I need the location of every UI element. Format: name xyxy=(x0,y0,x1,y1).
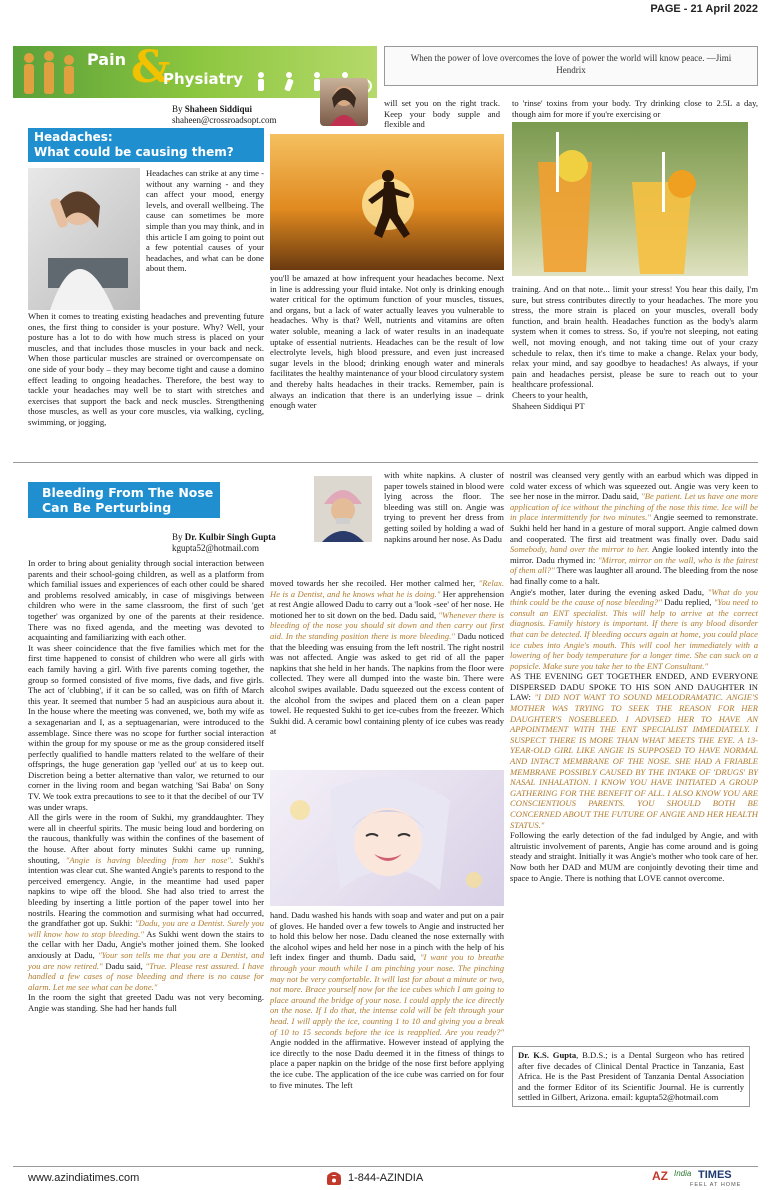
footer-divider xyxy=(13,1166,758,1167)
runner-sunset-photo xyxy=(270,134,504,270)
article1-byline: By Shaheen Siddiqui shaheen@crossroadsopt.com xyxy=(172,104,277,125)
page-date-label: PAGE - 21 April 2022 xyxy=(650,3,758,15)
banner-ampersand: & xyxy=(131,42,171,93)
article2-col2-top: with white napkins. A cluster of paper towels stained in blood were lying across the floor. The bleeding was still on. Angie was trying to prevent her dress from getting soiled by holding a wad of napkins around her nose. As Dadu xyxy=(384,470,504,544)
author-photo-gupta xyxy=(314,476,372,542)
article2-col2-mid: moved towards her she recoiled. Her mother calmed her, "Relax. He is a Dentist, and he knows what he is doing." Her apprehension at rest Angie allowed Dadu to carry out a 'look -see' of her nose. He motioned her to sit down on the bed. Dadu said, "Whenever there is bleeding of the nose you should sit down and then carry out first aid. In the standing position there is more bleeding." Dadu noticed that the bleeding was ensuing from the left nostril. The right nostril was not affected. Angie was asked to get rid of all the paper napkins that she held in her hands. The napkins from the floor were collected. They were all dumped into the waste bin. There were alcohol swipes available. Dadu squeezed out the excess content of the alcohol from the swipes and placed them on a clean paper towel. He requested Sukhi to get ice-cubes from the freezer. Which Sukhi did. A ceramic bowl containing plenty of ice cubes was ready at xyxy=(270,578,504,737)
phone-icon xyxy=(326,1170,342,1186)
people-silhouette-icon xyxy=(19,50,79,96)
article2-col2-bottom: hand. Dadu washed his hands with soap and water and put on a pair of gloves. He handed over a few towels to Angie and instructed her to hold this below her nose. Dadu cleaned the nose externally with the alcohol wipes and held her nose in a pinch with the help of his left index finger and thumb. Dadu said, "I want you to breathe through your mouth while I am pinching your nose. The pinching may not be very comfortable. It will last for about a minute or two, not more. Brace yourself now for the ice cubes which I am going to place around the bridge of your nose. I could apply the ice directly on the nose. If I do that, the intense cold will be felt through your head. I will apply the ice, counting 1 to 10 and giving you a break of 10 to 15 seconds before the ice is reapplied. Are you ready?" Angie nodded in the affirmative. However instead of applying the ice directly to the nose Dadu deemed it in the fitness of things to place a paper napkin on the bridge of the nose first before applying the ice cube. The application of the ice cube was carried on for four to five minutes. The left xyxy=(270,910,504,1090)
author-photo-shaheen xyxy=(320,78,368,126)
article1-title: Headaches: What could be causing them? xyxy=(28,128,264,162)
article1-col2-body: you'll be amazed at how infrequent your headaches become. Next in line is addressing your fluid intake. Not only is drinking enough water critical for the optimum function of your muscles, tissues, and organs, but a lack of water actually leaves you vulnerable to headaches. Why is that? Well, nutrients and vitamins are often water soluble, meaning a lack of water results in an inadequate uptake of essential nutrients. Headaches can be the result of low electrolyte levels, high blood pressure, and even just increased sugar levels in the blood; drinking enough water and minerals facilitates the healthy maintenance of your blood circulatory system and thereby halts headaches in their tracks. Remember, pain is always an indication that there is an underlying issue – drink enough water xyxy=(270,273,504,411)
footer-logo-india: India xyxy=(674,1169,692,1178)
footer-logo-times: TIMES xyxy=(698,1169,732,1181)
footer-phone: 1-844-AZINDIA xyxy=(348,1172,424,1184)
footer-logo-az: AZ xyxy=(652,1169,668,1183)
headache-woman-photo xyxy=(28,168,140,310)
article1-col3-top: to 'rinse' toxins from your body. Try drinking close to 2.5L a day, though aim for more if you're exercising or xyxy=(512,98,758,119)
article1-col3-body: training. And on that note... limit your stress! You hear this daily, I'm sure, but stress contributes directly to your headaches. The more you stress, the more strain is placed on your muscles, overall body function, and brain health. Headaches function as the body's alarm system when it comes to stress. So, if you're not sleeping, not eating well, not moving enough, and not taking time out of your crazy schedule to relax, then it's time to make a change. Relax your body, relax your mind, and say goodbye to headaches! As always, if your pain and headaches persist, please be sure to reach out to your healthcare professional. Cheers to your health, Shaheen Siddiqui PT xyxy=(512,284,758,411)
page-footer xyxy=(0,1168,770,1190)
footer-website-link[interactable]: www.azindiatimes.com xyxy=(28,1172,140,1184)
article1-col2-top: will set you on the right track. Keep your body supple and flexible and xyxy=(384,98,500,130)
article2-byline: By Dr. Kulbir Singh Gupta kgupta52@hotmail.com xyxy=(172,532,276,553)
drinks-photo xyxy=(512,122,748,276)
article2-col3: nostril was cleansed very gently with an earbud which was dipped in cold water excess of which was squeezed out. Angie was very keen to see her nose in the mirror. Dadu said, "Be patient. Let us have one more application of ice without the pinching of the nose this time. Ice will be in place intermittently for two minutes." Angie seemed to remonstrate. Sukhi held her hand in a gesture of moral support. Angie calmed down and cooperated. The first aid treatment was finally over. Dadu said Somebody, hand over the mirror to her. Angie looked intently into the mirror. Dadu rhymed in: "Mirror, mirror on the wall, who is the fairest of them all?" There was laughter all around. The bleeding from the nose had finally come to a halt. Angie's mother, later during the evening asked Dadu, "What do you think could be the cause of nose bleeding?" Dadu replied, "You need to consult an ENT specialist. This will help to arrive at the correct diagnosis. Family history is important. If there is any blood disorder that can be detected. If bleeding occurs again at home, you could place ice cubes into Angie's mouth. This will cool her immediately with a lowering of her body temperature for a longer time. She can suck on a popsicle. Make sure you take her to the ENT Consultant." AS THE EVENING GET TOGETHER ENDED, AND EVERYONE DISPERSED DADU SPOKE TO HIS SON AND DAUGHTER IN LAW: "I DID NOT WANT TO SOUND MELODRAMATIC. ANGIE'S MOTHER WAS TRYING TO SEEK THE REASON FOR HER DAUGHTER'S NOSEBLEED. I ADVISED HER TO HAVE AN APPOINTMENT WITH THE ENT SPECIALIST IMMEDIATELY. I SUSPECT THERE IS MORE THAN WHAT MEETS THE EYE. A 13-YEAR-OLD GIRL LIKE ANGIE IS SUPPOSED TO HAVE NORMAL AND INTACT MEMBRANE OF THE NOSE. SHE HAD A FRIABLE MEMBRANE POSSIBLY CAUSED BY THE INTAKE OF 'DRUGS' BY NASAL INHALATION. I KNOW YOU HAVE INITIATED A GROUP GATHERING FOR THE BENEFIT OF ALL. I ALSO KNOW YOU ARE CONSCIENTIOUS PARENTS. YOU SHOULD BOTH BE CONCERNED ABOUT THE FUTURE OF ANGIE AND HER HEALTH STATUS." Following the early detection of the fad indulged by Angie, and with altruistic involvement of parents, Angie has come around and is going steady and straight. Initially it was Angie's mother who took care of her. Now both her DAD and MUM are conjointly devoting their time and space to Angie. There is nothing that LOVE cannot overcome. xyxy=(510,470,758,883)
article2-title: Bleeding From The Nose Can Be Perturbing xyxy=(28,482,220,518)
banner-word-pain: Pain xyxy=(87,50,126,69)
banner-word-physiatry: Physiatry xyxy=(163,70,243,88)
article1-col1-intro: Headaches can strike at any time - without any warning - and they can affect your mood, energy levels, and overall wellbeing. The cause can sometimes be more simple than you may think, and in this article I am going to point out a few potential causes of your headaches, and what can be done about them. xyxy=(146,168,264,274)
author-bio-box: Dr. K.S. Gupta, B.D.S.; is a Dental Surgeon who has retired after five decades of Clinical Dental Practice in Tanzania, East Africa. He is the Past President of Tanzania Dental Association and the former Editor of its Scientific Journal. He is currently settled in Gilbert, Arizona. email: kgupta52@hotmail.com xyxy=(512,1046,750,1107)
anime-girl-illustration xyxy=(270,770,504,906)
section-divider xyxy=(13,462,758,463)
article1-col1-body: When it comes to treating existing headaches and preventing future ones, the first thing to consider is your posture. Why? Well, your posture has a lot to do with how much stress is placed on your muscles, and that includes those muscles in your back and neck. When those particular muscles are strained or overcompensate on one side of your body – they may become tight and cause a domino effect leading to ongoing headaches. Therefore, the best way to tackle your headaches may well be to start with stretches and exercises that support the back and neck muscles. Strengthening those muscles, as well as your core muscles, via walking, cycling, swimming, or jogging, xyxy=(28,311,264,427)
footer-logo-tagline: FEEL AT HOME xyxy=(690,1182,742,1188)
article2-col1: In order to bring about geniality through social interaction between parents and their school-going children, as well as a platform from which familial issues and experiences of each other could be shared and problems resolved amicably, in case of misgivings between children who were in the same classroom, the first of such 'get together' was organized by one of the parents at their residence. There was no fixed agenda, and the meeting was devoted to acquainting and familiarizing with each other. It was sheer coincidence that the five families which met for the first time happened to consist of children who were all girls with each family having a girl. With five parents coming together, the group so formed consisted of five moms, five dads, and five girls. The act of 'clubbing', if it can be so called, was on fifth of March this year. It seemed that number 5 had an auspicious aura about it. In the house where the meeting was convened, we, both my wife as a sexagenarian and I, as a septuagenarian, were introduced to the assemblage. Since there was no scope for further social interaction within the group for my spouse or me as the group considered itself perfectly qualified to handle matters related to the welfare of their offsprings, the huge generation gap 'yelled out' at us to keep out. Discretion being a better alternative than valor, we returned to our corner in the living room and began watching 'Sai Baba' on Sony TV. We took extra precautions to see to it that the decibel of our TV was under wraps. All the girls were in the room of Sukhi, my granddaughter. They were all in cheerful spirits. The music being loud and bordering on the raucous, thankfully was within the confines of the basement of the house. After about forty minutes Sukhi came up running, shouting, "Angie is having bleeding from her nose". Sukhi's intention was clear cut. She wanted Angie's parents to respond to the perceived emergency. Angie, in the meantime had used paper napkins to wipe off the blood. She had also tried to arrest the bleeding by inserting a little portion of the paper towel into her nostrils. Hearing the commotion and surmising what had occurred, the grandfather got up. Sukhi: "Dadu, you are a Dentist. Surely you will know how to stop bleeding." As Sukhi went down the stairs to the cellar with her Dadu, Angie's mother joined them. She looked anxiously at Dadu, "Your son tells me that you are a Dentist, and you are now retired." Dadu said, "True. Please rest assured. I have handled a few cases of nose bleeding and there is no cause for alarm. Let me see what can be done." In the room the sight that greeted Dadu was not very becoming. Angie was standing. She had her hands full xyxy=(28,558,265,1013)
quote-box: When the power of love overcomes the love of power the world will know peace. —Jimi Hendrix xyxy=(384,46,758,86)
